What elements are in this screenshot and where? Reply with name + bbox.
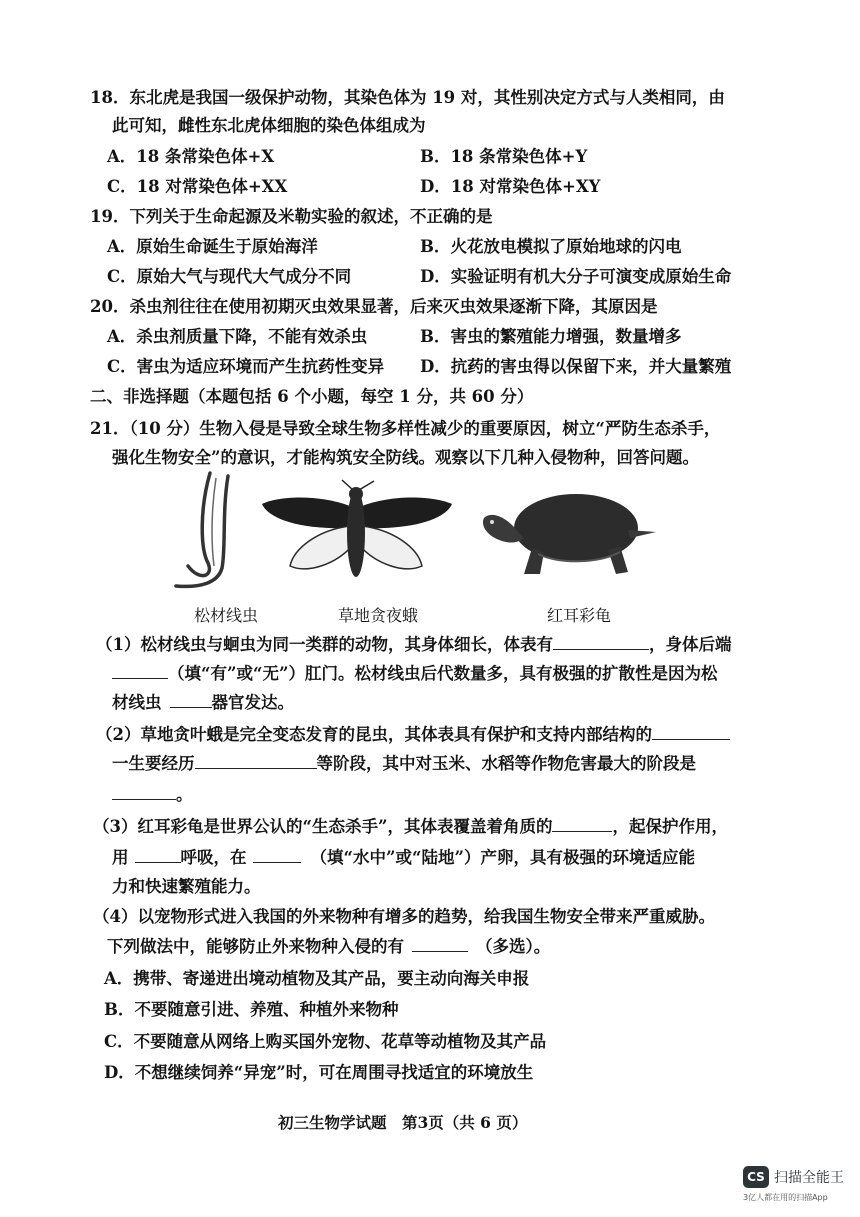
caption-moth: 草地贪夜蛾 [338,606,419,625]
answer-blank[interactable] [112,783,176,800]
caption-nematode: 松材线虫 [194,606,259,625]
q21-part3-text2a: 用 [112,848,129,867]
q20-option-a: A．杀虫剂质量下降，不能有效杀虫 [107,327,368,346]
turtle-figure [478,488,658,582]
q21-part4-line2 [107,935,550,958]
q21-part3-text1b: ，起保护作用， [612,817,728,836]
answer-blank[interactable] [652,723,730,740]
q19-option-d: D．实验证明有机大分子可演变成原始生命 [420,267,732,286]
page-footer: 初三生物学试题 第3页（共 6 页） [278,1113,528,1132]
moth-figure [258,478,456,593]
q21-part4-option-d: D．不想继续饲养“异宠”时，可在周围寻找适宜的环境放生 [104,1063,534,1082]
scanner-watermark [743,1166,848,1206]
q19-option-c: C．原始大气与现代大气成分不同 [107,267,352,286]
answer-blank[interactable] [412,935,468,952]
q21-part1-text3a: 材线虫 [112,693,162,712]
q21-part2-text2a: 一生要经历 [112,754,195,773]
q21-part3-line1 [93,815,728,838]
q21-part4-option-c: C．不要随意从网络上购买国外宠物、花草等动植物及其产品 [104,1032,547,1051]
answer-blank[interactable] [135,846,181,863]
q21-part3-line3: 力和快速繁殖能力。 [112,877,261,896]
q20-option-b: B．害虫的繁殖能力增强，数量增多 [420,327,682,346]
answer-blank[interactable] [112,662,168,679]
q21-part2-text2b: 等阶段，其中对玉米、水稻等作物危害最大的阶段是 [316,754,696,773]
q21-part3-text2c: （填“水中”或“陆地”）产卵，具有极强的环境适应能 [310,848,695,867]
q21-stem-line1: 21．（10 分）生物入侵是导致全球生物多样性减少的重要原因，树立“严防生态杀手， [90,419,721,438]
answer-blank[interactable] [195,752,317,769]
q21-part2-line3 [112,783,193,806]
q21-part1-text3b: 器官发达。 [211,693,294,712]
q19-stem: 19．下列关于生命起源及米勒实验的叙述，不正确的是 [90,207,493,226]
q21-part3-text2b: 呼吸，在 [180,848,247,867]
q20-option-d: D．抗药的害虫得以保留下来，并大量繁殖 [420,357,732,376]
q18-stem-line1: 18．东北虎是我国一级保护动物，其染色体为 19 对，其性别决定方式与人类相同，由 [90,88,725,107]
q21-part1-text1b: ，身体后端 [648,635,732,654]
q21-part1-text1a: （1）松材线虫与蛔虫为同一类群的动物，其身体细长，体表有 [96,635,553,654]
q21-part2-text3b: 。 [176,785,193,804]
q21-part1-line3 [112,691,294,714]
q20-option-c: C．害虫为适应环境而产生抗药性变异 [107,357,385,376]
q21-part2-line1 [96,723,730,746]
cs-logo-icon: CS [743,1166,769,1188]
q21-part3-text1a: （3）红耳彩龟是世界公认的“生态杀手”，其体表覆盖着角质的 [93,817,553,836]
q21-part4-line1: （4）以宠物形式进入我国的外来物种有增多的趋势，给我国生物安全带来严重威胁。 [93,907,715,926]
q21-part4-text2a: 下列做法中，能够防止外来物种入侵的有 [107,937,404,956]
q21-part1-text2a: （填“有”或“无”）肛门。松材线虫后代数量多，具有极强的扩散性是因为松 [168,664,718,683]
q18-option-d: D．18 对常染色体+XY [420,177,601,196]
answer-blank[interactable] [253,846,301,863]
answer-blank[interactable] [552,815,612,832]
q21-part4-option-a: A．携带、寄递进出境动植物及其产品，要主动向海关申报 [104,969,530,988]
q21-stem-line2: 强化生物安全”的意识，才能构筑安全防线。观察以下几种入侵物种，回答问题。 [112,448,699,467]
q18-stem-line2: 此可知，雌性东北虎体细胞的染色体组成为 [112,116,426,135]
q21-part4-option-b: B．不要随意引进、养殖、种植外来物种 [104,1000,399,1019]
q19-option-a: A．原始生命诞生于原始海洋 [107,237,318,256]
q21-part3-line2 [112,846,695,869]
q21-part2-line2 [112,752,696,775]
q18-option-b: B．18 条常染色体+Y [420,147,588,166]
answer-blank[interactable] [170,691,212,708]
answer-blank[interactable] [553,633,649,650]
watermark-tagline: 3亿人都在用的扫描App [743,1193,828,1202]
q18-option-c: C．18 对常染色体+XX [107,177,288,196]
q18-option-a: A．18 条常染色体+X [107,147,275,166]
q20-stem: 20．杀虫剂往往在使用初期灭虫效果显著，后来灭虫效果逐渐下降，其原因是 [90,297,658,316]
q21-part1-line1 [96,633,731,656]
q21-part1-line2 [112,662,717,685]
watermark-name: 扫描全能王 [774,1170,844,1186]
q21-part2-text1a: （2）草地贪叶蛾是完全变态发育的昆虫，其体表具有保护和支持内部结构的 [96,725,652,744]
caption-turtle: 红耳彩龟 [547,606,612,625]
q19-option-b: B．火花放电模拟了原始地球的闪电 [420,237,682,256]
nematode-figure [170,468,250,593]
section-2-heading: 二、非选择题（本题包括 6 个小题，每空 1 分，共 60 分） [90,387,534,406]
q21-part4-text2b: （多选）。 [476,937,551,956]
